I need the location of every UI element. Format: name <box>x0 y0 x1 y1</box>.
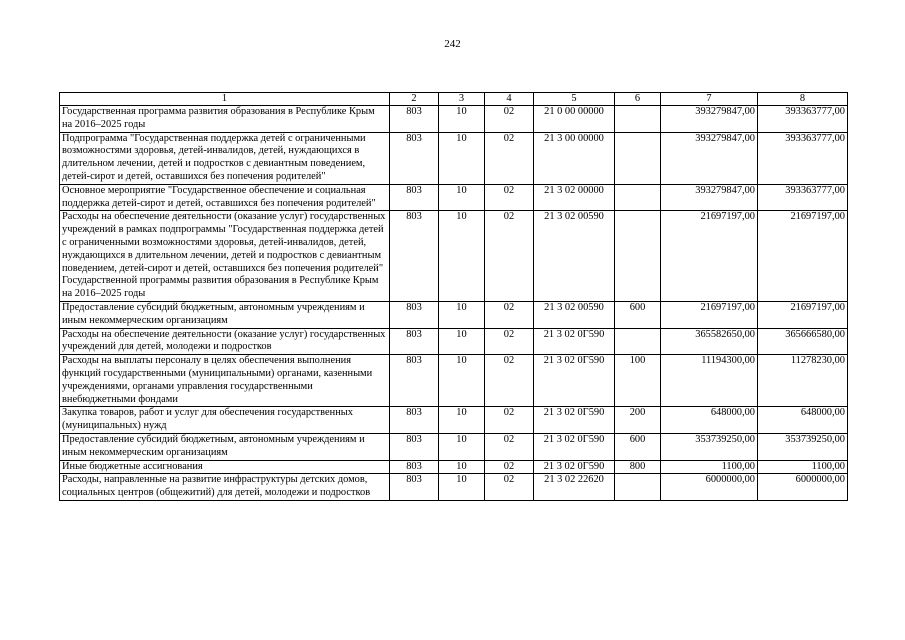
page-number: 242 <box>444 38 461 50</box>
amount-col8: 6000000,00 <box>758 474 848 501</box>
target-article-code: 21 3 02 0Г590 <box>534 328 615 355</box>
subsection-code: 02 <box>485 106 534 133</box>
target-article-code: 21 3 02 22620 <box>534 474 615 501</box>
subsection-code: 02 <box>485 132 534 184</box>
subsection-code: 02 <box>485 407 534 434</box>
expense-type-code <box>615 211 661 302</box>
amount-col8: 393363777,00 <box>758 132 848 184</box>
row-name: Расходы на обеспечение деятельности (оказание услуг) государственных учреждений в рамках подпрограммы "Государственная поддержка детей с ограниченными возможностями здоровья, детей-инвалидов, детей, нуждающихся в длительном лечении, детей и подростков с девиантным поведением, детей-сирот и детей, оставшихся без попечения родителей" Государственной программы развития образования в Республике Крым на 2016–2025 годы <box>60 211 390 302</box>
row-name: Расходы на выплаты персоналу в целях обеспечения выполнения функций государственными (муниципальными) органами, казенными учреждениями, органами управления государственными внебюджетными фондами <box>60 355 390 407</box>
section-code: 10 <box>439 106 485 133</box>
column-header: 7 <box>661 93 758 106</box>
target-article-code: 21 3 02 00590 <box>534 301 615 328</box>
row-name: Государственная программа развития образования в Республике Крым на 2016–2025 годы <box>60 106 390 133</box>
ministry-code: 803 <box>390 211 439 302</box>
ministry-code: 803 <box>390 106 439 133</box>
column-header: 5 <box>534 93 615 106</box>
subsection-code: 02 <box>485 433 534 460</box>
amount-col7: 21697197,00 <box>661 301 758 328</box>
subsection-code: 02 <box>485 211 534 302</box>
table-row <box>60 407 848 434</box>
ministry-code: 803 <box>390 328 439 355</box>
target-article-code: 21 3 02 00590 <box>534 211 615 302</box>
ministry-code: 803 <box>390 407 439 434</box>
amount-col7: 21697197,00 <box>661 211 758 302</box>
section-code: 10 <box>439 355 485 407</box>
expense-type-code <box>615 474 661 501</box>
expense-type-code: 800 <box>615 460 661 474</box>
column-header: 3 <box>439 93 485 106</box>
table-row <box>60 460 848 474</box>
target-article-code: 21 3 02 0Г590 <box>534 460 615 474</box>
target-article-code: 21 3 02 0Г590 <box>534 407 615 434</box>
amount-col8: 393363777,00 <box>758 184 848 211</box>
section-code: 10 <box>439 433 485 460</box>
table-row <box>60 211 848 302</box>
row-name: Предоставление субсидий бюджетным, автономным учреждениям и иным некоммерческим организациям <box>60 433 390 460</box>
row-name: Предоставление субсидий бюджетным, автономным учреждениям и иным некоммерческим организациям <box>60 301 390 328</box>
amount-col8: 21697197,00 <box>758 211 848 302</box>
amount-col7: 393279847,00 <box>661 132 758 184</box>
row-name: Расходы на обеспечение деятельности (оказание услуг) государственных учреждений для детей, молодежи и подростков <box>60 328 390 355</box>
section-code: 10 <box>439 211 485 302</box>
section-code: 10 <box>439 328 485 355</box>
amount-col8: 365666580,00 <box>758 328 848 355</box>
amount-col7: 1100,00 <box>661 460 758 474</box>
amount-col8: 353739250,00 <box>758 433 848 460</box>
column-header: 2 <box>390 93 439 106</box>
subsection-code: 02 <box>485 301 534 328</box>
target-article-code: 21 3 02 00000 <box>534 184 615 211</box>
table-row <box>60 474 848 501</box>
subsection-code: 02 <box>485 460 534 474</box>
target-article-code: 21 3 02 0Г590 <box>534 433 615 460</box>
table-row <box>60 301 848 328</box>
amount-col7: 6000000,00 <box>661 474 758 501</box>
row-name: Расходы, направленные на развитие инфраструктуры детских домов, социальных центров (общежитий) для детей, молодежи и подростков <box>60 474 390 501</box>
expense-type-code: 100 <box>615 355 661 407</box>
amount-col8: 1100,00 <box>758 460 848 474</box>
column-header: 6 <box>615 93 661 106</box>
ministry-code: 803 <box>390 474 439 501</box>
subsection-code: 02 <box>485 328 534 355</box>
amount-col7: 648000,00 <box>661 407 758 434</box>
section-code: 10 <box>439 474 485 501</box>
expense-type-code <box>615 184 661 211</box>
table-row <box>60 106 848 133</box>
expense-type-code: 200 <box>615 407 661 434</box>
column-header: 1 <box>60 93 390 106</box>
expense-type-code <box>615 328 661 355</box>
expense-type-code: 600 <box>615 433 661 460</box>
expense-type-code <box>615 132 661 184</box>
target-article-code: 21 3 02 0Г590 <box>534 355 615 407</box>
section-code: 10 <box>439 132 485 184</box>
ministry-code: 803 <box>390 184 439 211</box>
column-header: 8 <box>758 93 848 106</box>
amount-col8: 11278230,00 <box>758 355 848 407</box>
table-row <box>60 433 848 460</box>
row-name: Подпрограмма "Государственная поддержка детей с ограниченными возможностями здоровья, детей-инвалидов, детей, нуждающихся в длительном лечении, детей и подростков с девиантным поведением, детей-сирот и детей, оставшихся без попечения родителей" <box>60 132 390 184</box>
section-code: 10 <box>439 301 485 328</box>
amount-col7: 11194300,00 <box>661 355 758 407</box>
column-header: 4 <box>485 93 534 106</box>
amount-col7: 393279847,00 <box>661 184 758 211</box>
table-header-row <box>60 93 848 106</box>
row-name: Основное мероприятие "Государственное обеспечение и социальная поддержка детей-сирот и детей, оставшихся без попечения родителей" <box>60 184 390 211</box>
row-name: Закупка товаров, работ и услуг для обеспечения государственных (муниципальных) нужд <box>60 407 390 434</box>
table-row <box>60 184 848 211</box>
target-article-code: 21 3 00 00000 <box>534 132 615 184</box>
table-row <box>60 355 848 407</box>
subsection-code: 02 <box>485 355 534 407</box>
row-name: Иные бюджетные ассигнования <box>60 460 390 474</box>
section-code: 10 <box>439 184 485 211</box>
expense-type-code: 600 <box>615 301 661 328</box>
ministry-code: 803 <box>390 460 439 474</box>
subsection-code: 02 <box>485 184 534 211</box>
table-row <box>60 328 848 355</box>
amount-col8: 393363777,00 <box>758 106 848 133</box>
amount-col7: 393279847,00 <box>661 106 758 133</box>
ministry-code: 803 <box>390 301 439 328</box>
table-row <box>60 132 848 184</box>
subsection-code: 02 <box>485 474 534 501</box>
expense-type-code <box>615 106 661 133</box>
amount-col8: 648000,00 <box>758 407 848 434</box>
ministry-code: 803 <box>390 433 439 460</box>
amount-col8: 21697197,00 <box>758 301 848 328</box>
ministry-code: 803 <box>390 132 439 184</box>
ministry-code: 803 <box>390 355 439 407</box>
section-code: 10 <box>439 460 485 474</box>
target-article-code: 21 0 00 00000 <box>534 106 615 133</box>
section-code: 10 <box>439 407 485 434</box>
amount-col7: 365582650,00 <box>661 328 758 355</box>
amount-col7: 353739250,00 <box>661 433 758 460</box>
budget-table <box>59 92 848 501</box>
